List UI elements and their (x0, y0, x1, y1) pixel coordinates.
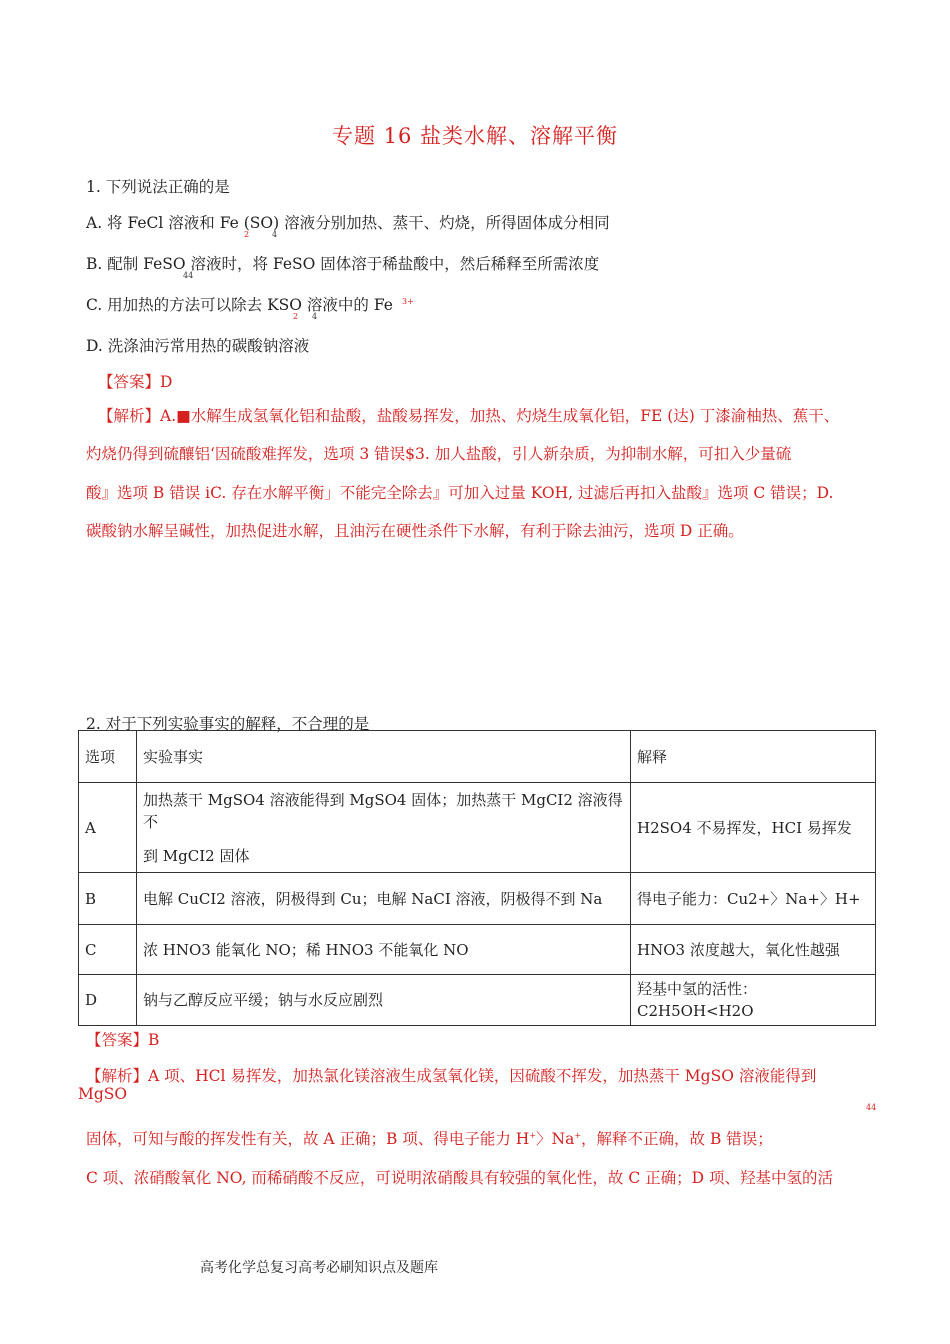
q2-explanation-line: 【解析】A 项、HCl 易挥发，加热氯化镁溶液生成氢氧化镁，因硫酸不挥发，加热蒸干 MgSO 溶液能得到 (86, 1067, 817, 1085)
q1-option-a-subscript: 4 (272, 230, 278, 239)
q2-stem: 2. 对于下列实验事实的解释，不合理的是 (86, 715, 370, 733)
q2-explanation-text: ，解释不正确，故 B 错误； (581, 1130, 773, 1148)
table-row (79, 873, 876, 925)
table-header-cell: 解释 (631, 731, 876, 783)
table-header-row (79, 731, 876, 783)
q2-explanation-superscript: + (574, 1130, 582, 1140)
table-cell-explanation: H2SO4 不易挥发，HCI 易挥发 (631, 783, 876, 873)
table-row (79, 975, 876, 1026)
q2-explanation-text: 〉Na (536, 1130, 575, 1148)
table-cell-fact-line: 到 MgCI2 固体 (143, 846, 250, 865)
table-cell-explanation: 羟基中氢的活性：C2H5OH<H2O (631, 975, 876, 1026)
q1-explanation-line: 酸』选项 B 错误 iC. 存在水解平衡」不能完全除去』可加入过量 KOH, 过滤后再扣入盐酸』选项 C 错误；D. (86, 484, 834, 502)
q1-option-a: A. 将 FeCl 溶液和 Fe (SO) 溶液分别加热、蒸干、灼烧，所得固体成分相同 (86, 214, 610, 232)
table-cell-option: C (79, 925, 137, 975)
q1-option-c-subscript: 4 (312, 312, 318, 321)
page-title: 专题 16 盐类水解、溶解平衡 (331, 124, 619, 148)
table-cell-explanation: 得电子能力：Cu2+〉Na+〉H+ (631, 873, 876, 925)
q2-explanation-superscript: + (529, 1130, 537, 1140)
q2-answer: 【答案】B (86, 1031, 160, 1049)
table-cell-fact-line: 加热蒸干 MgSO4 溶液能得到 MgSO4 固体；加热蒸干 MgCI2 溶液得不 (143, 790, 623, 831)
table-header-cell: 实验事实 (137, 731, 631, 783)
q1-answer: 【答案】D (98, 373, 173, 391)
table-row (79, 925, 876, 975)
table-cell-option: B (79, 873, 137, 925)
q1-option-d: D. 洗涤油污常用热的碳酸钠溶液 (86, 337, 310, 355)
table-header-cell: 选项 (79, 731, 137, 783)
q1-stem: 1. 下列说法正确的是 (86, 178, 230, 196)
table-cell-option: D (79, 975, 137, 1026)
facts-table (78, 730, 876, 1026)
table-cell-option: A (79, 783, 137, 873)
q1-option-b: B. 配制 FeSO 溶液时，将 FeSO 固体溶于稀盐酸中，然后稀释至所需浓度 (86, 255, 600, 273)
table-cell-explanation: HNO3 浓度越大，氧化性越强 (631, 925, 876, 975)
q1-option-c-superscript: 3+ (402, 297, 414, 306)
q1-option-a-subscript: 2 (244, 230, 250, 239)
table-cell-fact: 钠与乙醇反应平缓；钠与水反应剧烈 (137, 975, 631, 1026)
page-footer: 高考化学总复习高考必刷知识点及题库 (200, 1260, 438, 1276)
q2-explanation-line: MgSO (78, 1085, 128, 1103)
q2-explanation-text: 固体，可知与酸的挥发性有关，故 A 正确；B 项、得电子能力 H (86, 1130, 530, 1148)
q1-option-c-subscript: 2 (293, 312, 299, 321)
q1-option-b-subscript: 44 (183, 271, 194, 280)
table-cell-fact (137, 783, 631, 873)
table-cell-fact: 浓 HNO3 能氧化 NO；稀 HNO3 不能氧化 NO (137, 925, 631, 975)
q1-option-c: C. 用加热的方法可以除去 KSO 溶液中的 Fe (86, 296, 393, 314)
q1-explanation-line: 灼烧仍得到硫釀铝‘因硫酸难挥发，选项 3 错误$3. 加人盐酸，引人新杂质，为抑制水解，可扣入少量硫 (86, 445, 792, 463)
table-row (79, 783, 876, 873)
q1-explanation-line: 【解析】A.■水解生成氢氧化铝和盐酸，盐酸易挥发，加热、灼烧生成氧化铝，FE (达) 丁漆渝柚热、蕉干、 (98, 407, 840, 425)
q2-explanation-line (86, 1127, 773, 1149)
q1-explanation-line: 碳酸钠水解呈碱性，加热促进水解，且油污在硬性杀件下水解，有利于除去油污，选项 D 正确。 (86, 522, 744, 540)
table-cell-fact: 电解 CuCI2 溶液，阴极得到 Cu；电解 NaCI 溶液，阴极得不到 Na (137, 873, 631, 925)
q2-explanation-line: C 项、浓硝酸氧化 NO, 而稀硝酸不反应，可说明浓硝酸具有较强的氧化性，故 C 正确；D 项、羟基中氢的活 (86, 1169, 834, 1187)
q2-explanation-subscript: 44 (866, 1103, 877, 1112)
